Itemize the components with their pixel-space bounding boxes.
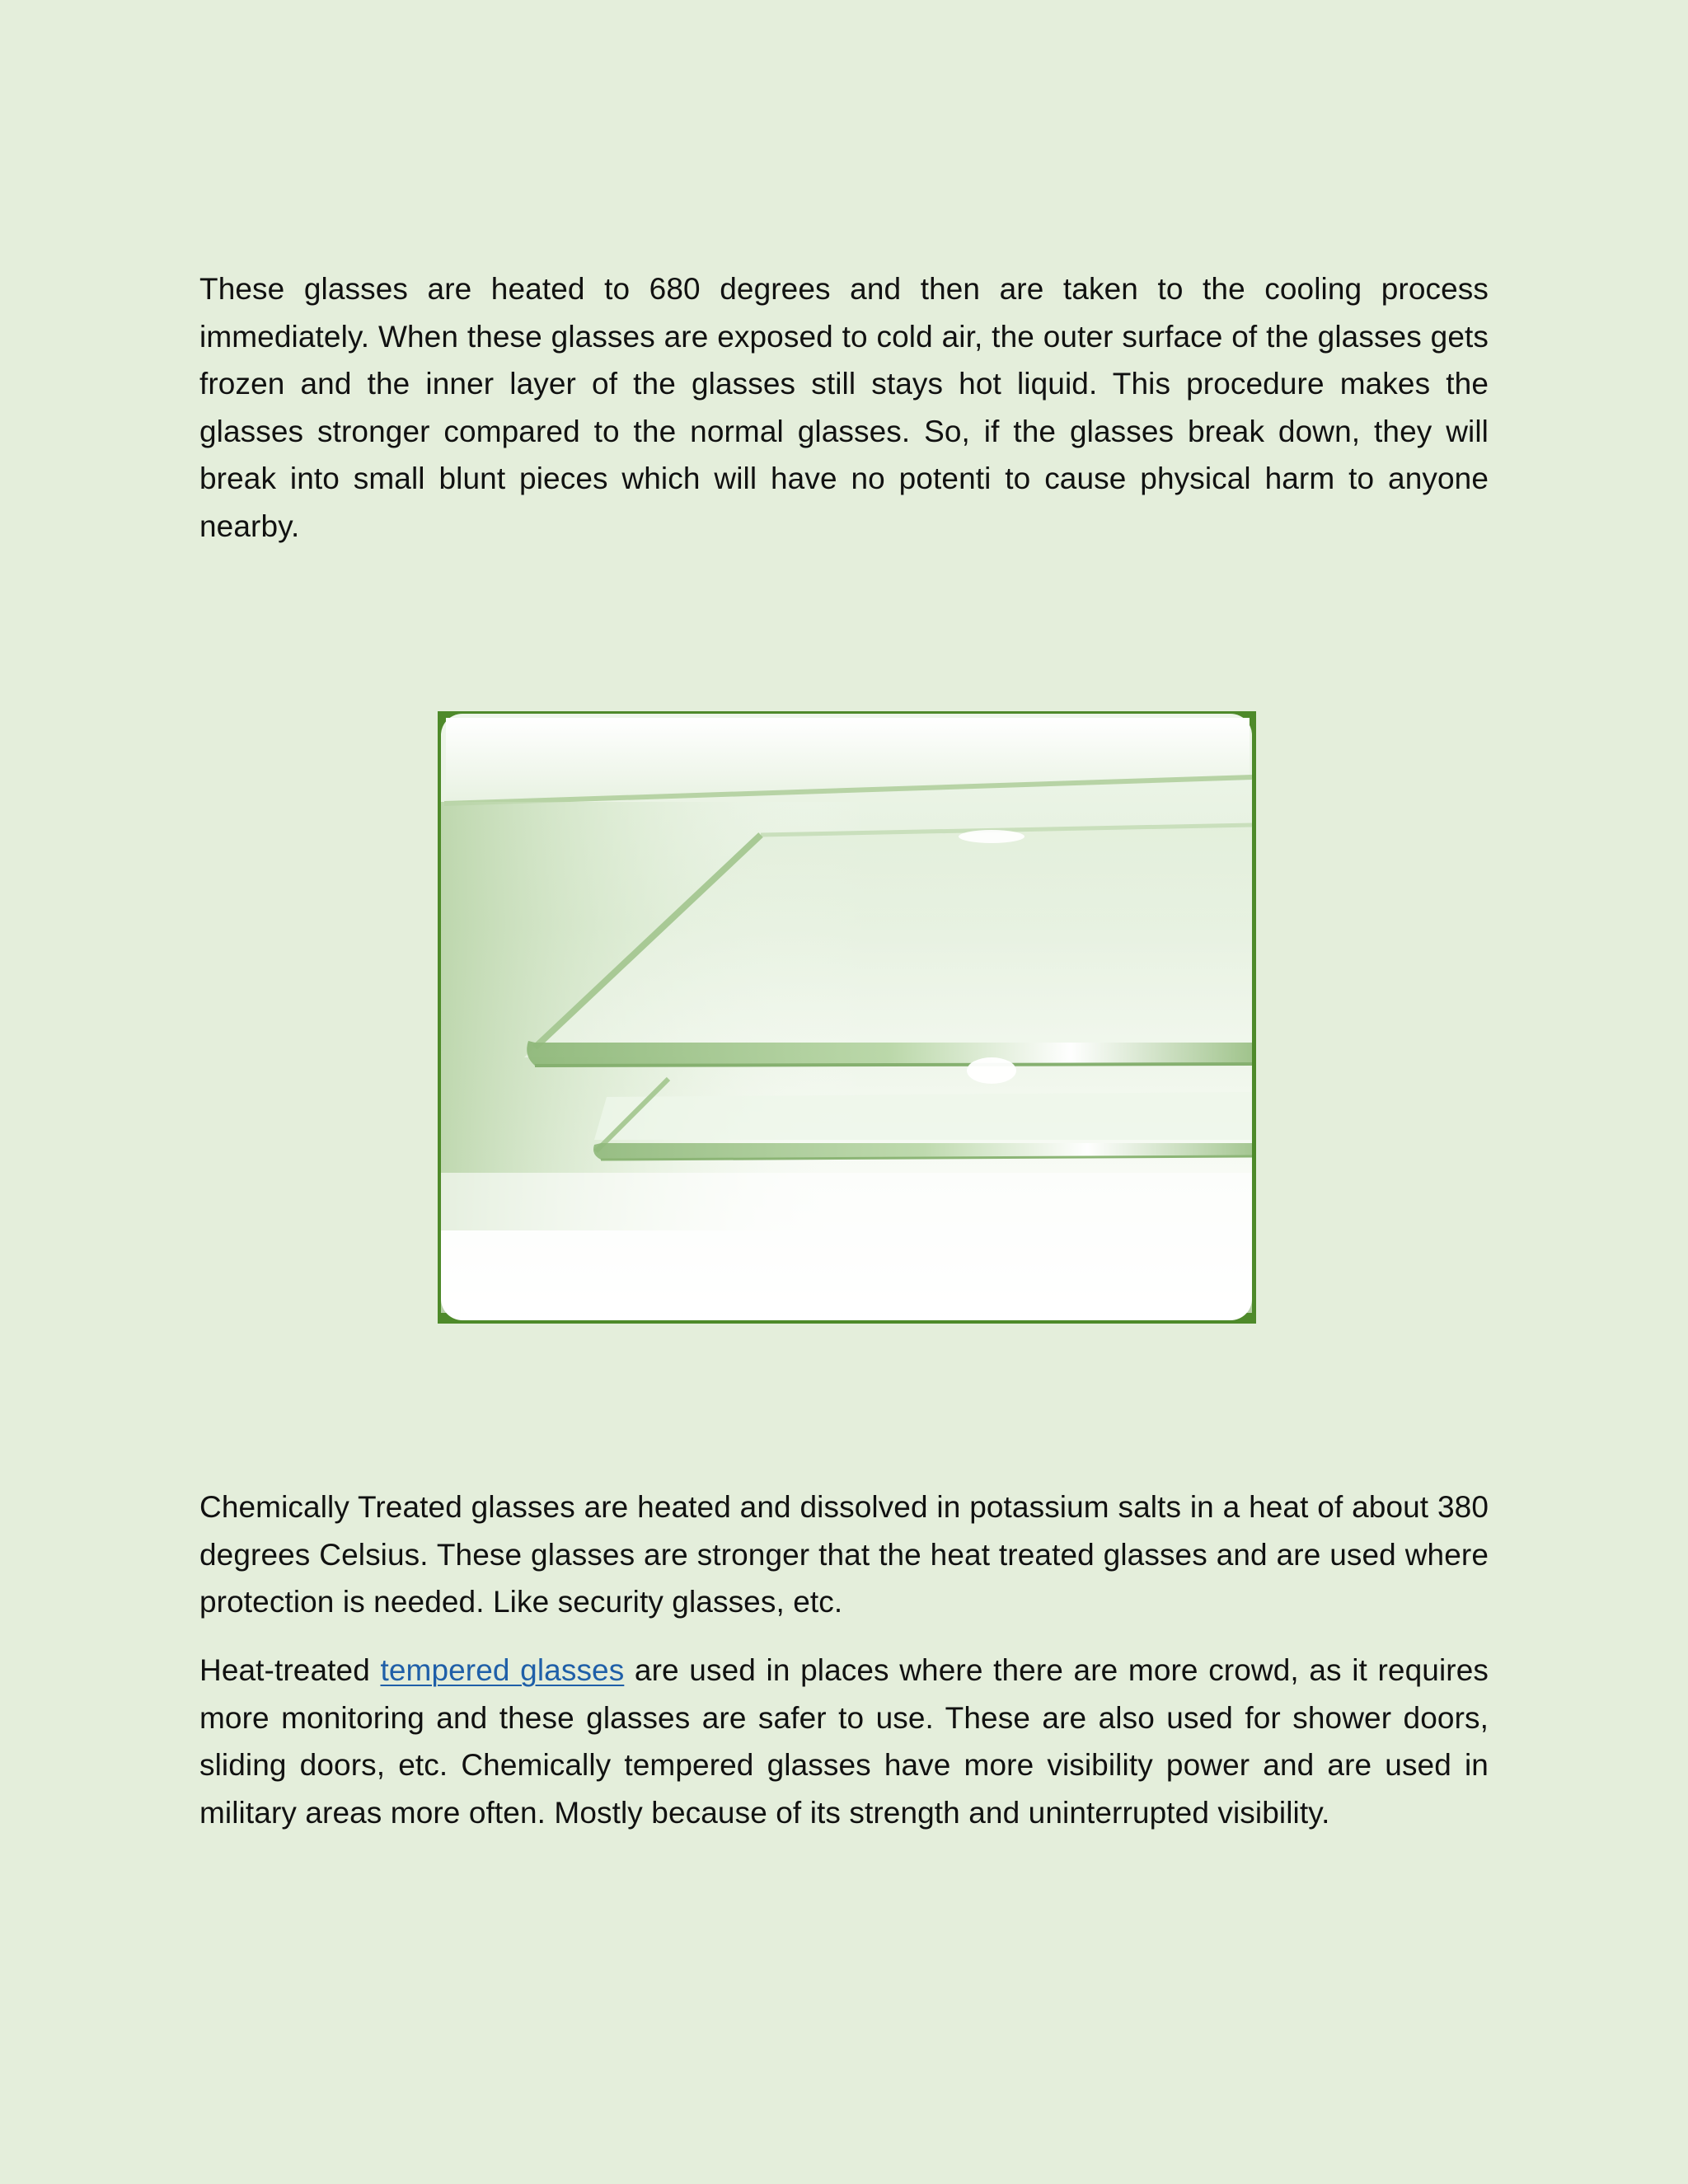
glass-panes-icon <box>438 711 1256 1324</box>
paragraph-heat-treated-process: These glasses are heated to 680 degrees and then are taken to the cooling process immediately. When these glasses are exposed to cold air, the outer surface of the glasses gets frozen and the inner layer of the glasses still stays hot liquid. This procedure makes the glasses stronger compared to the normal glasses. So, if the glasses break down, they will break into small blunt pieces which will have no potenti to cause physical harm to anyone nearby. <box>199 272 1489 543</box>
paragraph-tempered-uses <box>199 1647 1489 1836</box>
paragraph-chemically-treated: Chemically Treated glasses are heated and dissolved in potassium salts in a heat of about 380 degrees Celsius. These glasses are stronger that the heat treated glasses and are used where protection is needed. Like security glasses, etc. <box>199 1490 1489 1619</box>
tempered-glass-image <box>438 711 1256 1324</box>
paragraph-text-before-link: Heat-treated <box>199 1653 381 1687</box>
tempered-glasses-link[interactable]: tempered glasses <box>380 1653 625 1687</box>
paragraph-text-after-link: are used in places where there are more crowd, as it requires more monitoring and these glasses are safer to use. These are also used for shower doors, sliding doors, etc. Chemically tempered glasses have more visibility power and are used in military areas more often. Mostly because of its strength and uninterrupted visibility. <box>199 1653 1489 1830</box>
